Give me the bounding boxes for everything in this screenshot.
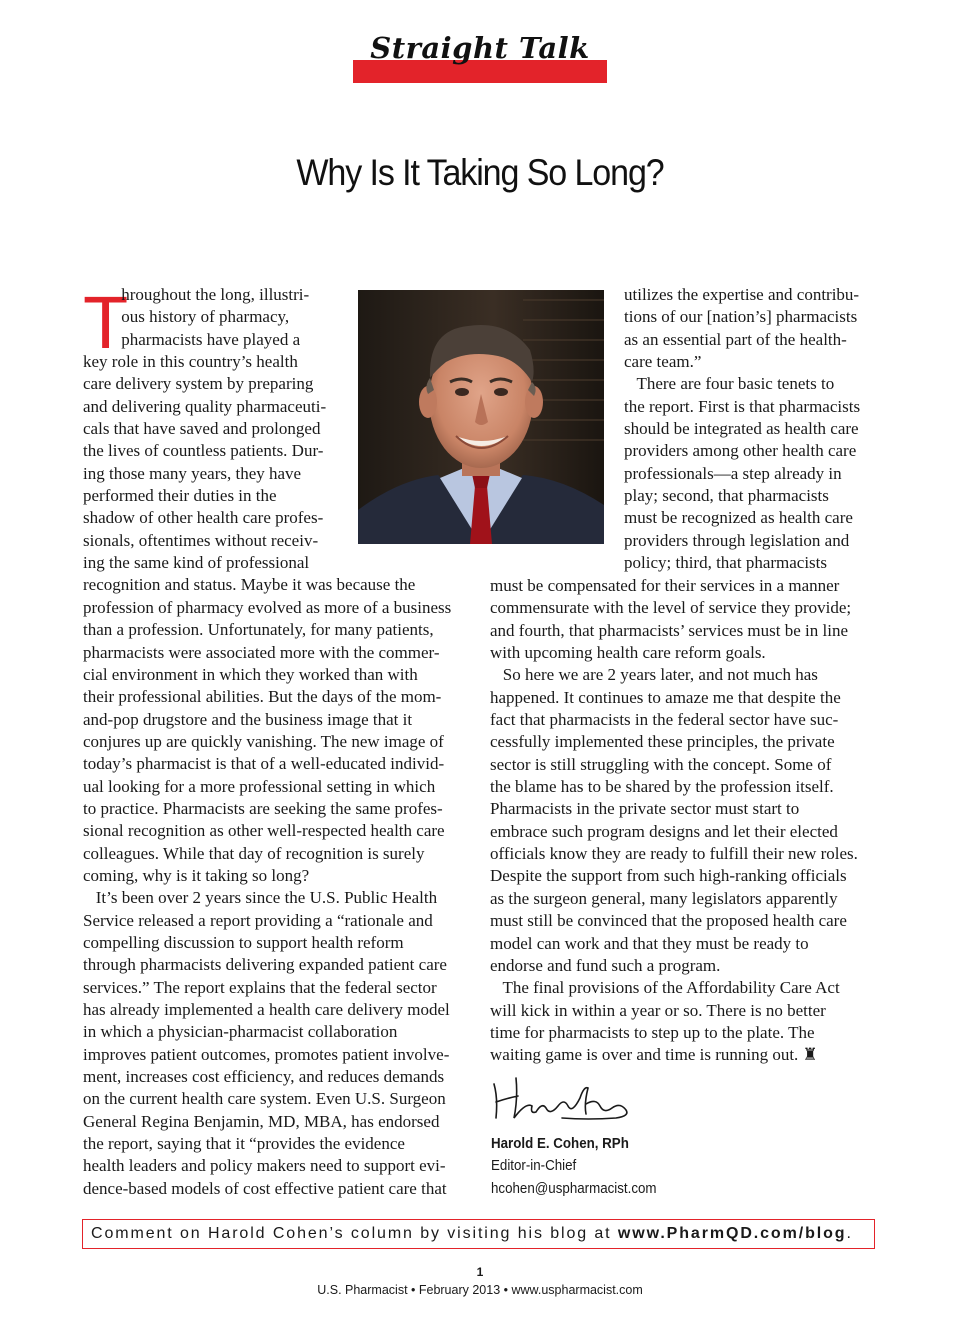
article-title: Why Is It Taking So Long? — [296, 152, 664, 193]
author-portrait-image — [358, 290, 604, 544]
author-photo — [358, 290, 604, 544]
article-column-left: hroughout the long, illustri- ous history of pharmacy, pharmacists have played a key role in this country’s health care delivery system by preparing and delivering quality pharmaceuti- cals that have saved and prolonged the lives of countless patients. Dur- ing those many years, they have performed their duties in the shadow of other health care profes- sionals, oftentimes without receiv- ing the same kind of professional recognition and status. Maybe it was because the profession of pharmacy evolved as more of a business than a profession. Unfortunately, for many patients, pharmacists were associated more with the commer- cial environment in which they worked than with their professional abilities. But the days of the mom- and-pop drugstore and the business image that it conjures up are quickly vanishing. The new image of today’s pharmacist is that of a well-educated individ- ual looking for a more professional setting in which to practice. Pharmacists are seeking the same profes- sional recognition as other well-respected health care colleagues. While that day of recognition is surely coming, why is it taking so long? It’s been over 2 years since the U.S. Public Health Service released a report providing a “rationale and compelling discussion to support health reform through pharmacists delivering expanded patient care services.” The report explains that the federal sector has already implemented a health care delivery model in which a physician-pharmacist collaboration improves patient outcomes, promotes patient involve- ment, increases cost efficiency, and reduces demands on the current health care system. Even U.S. Surgeon General Regina Benjamin, MD, MBA, has endorsed the report, saying that it “provides the evidence health leaders and policy makers need to support evi- dence-based models of cost effective patient care that — [83, 285, 452, 1198]
comment-end: . — [846, 1225, 853, 1242]
comment-prompt: Comment on Harold Cohen’s column by visiting his blog at — [91, 1225, 618, 1242]
blog-link[interactable]: www.PharmQD.com/blog — [617, 1225, 847, 1242]
article-column-right: must be compensated for their services in a manner commensurate with the level of service they provide; and fourth, that pharmacists’ services must be in line with upcoming health care reform goals. So here we are 2 years later, and not much has happened. It continues to amaze me that despite the fact that pharmacists in the federal sector have suc- cessfully implemented these principles, the private sector is still struggling with the concept. Some of the blame has to be shared by the profession itself. Pharmacists in the private sector must start to embrace such program designs and let their elected officials know they are ready to fulfill their new roles. Despite the support from such high-ranking officials as the surgeon general, many legislators apparently must still be convinced that the proposed health care model can work and that they must be ready to endorse and fund such a program. The final provisions of the Affordability Care Act will kick in within a year or so. There is no better time for pharmacists to step up to the plate. The waiting game is over and time is running out. ♜ — [490, 576, 858, 1065]
section-banner — [353, 30, 607, 83]
page-number: 1 — [476, 1265, 484, 1279]
author-name: Harold E. Cohen, RPh — [491, 1136, 629, 1152]
author-role: Editor-in-Chief — [491, 1158, 577, 1174]
page-footer: U.S. Pharmacist • February 2013 • www.uspharmacist.com — [317, 1283, 643, 1297]
author-email[interactable]: hcohen@uspharmacist.com — [491, 1181, 657, 1197]
author-signature — [488, 1068, 638, 1128]
drop-cap: T — [83, 281, 129, 364]
article-column-right-top: utilizes the expertise and contribu- tions of our [nation’s] pharmacists as an essential part of the health- care team.” There are four basic tenets to the report. First is that pharmacists should be integrated as health care providers among other health care professionals—a step already in play; second, that pharmacists must be recognized as health care providers through legislation and policy; third, that pharmacists — [624, 285, 861, 573]
section-title: Straight Talk — [370, 31, 590, 65]
comment-box — [82, 1219, 875, 1249]
comment-text — [91, 1225, 853, 1243]
